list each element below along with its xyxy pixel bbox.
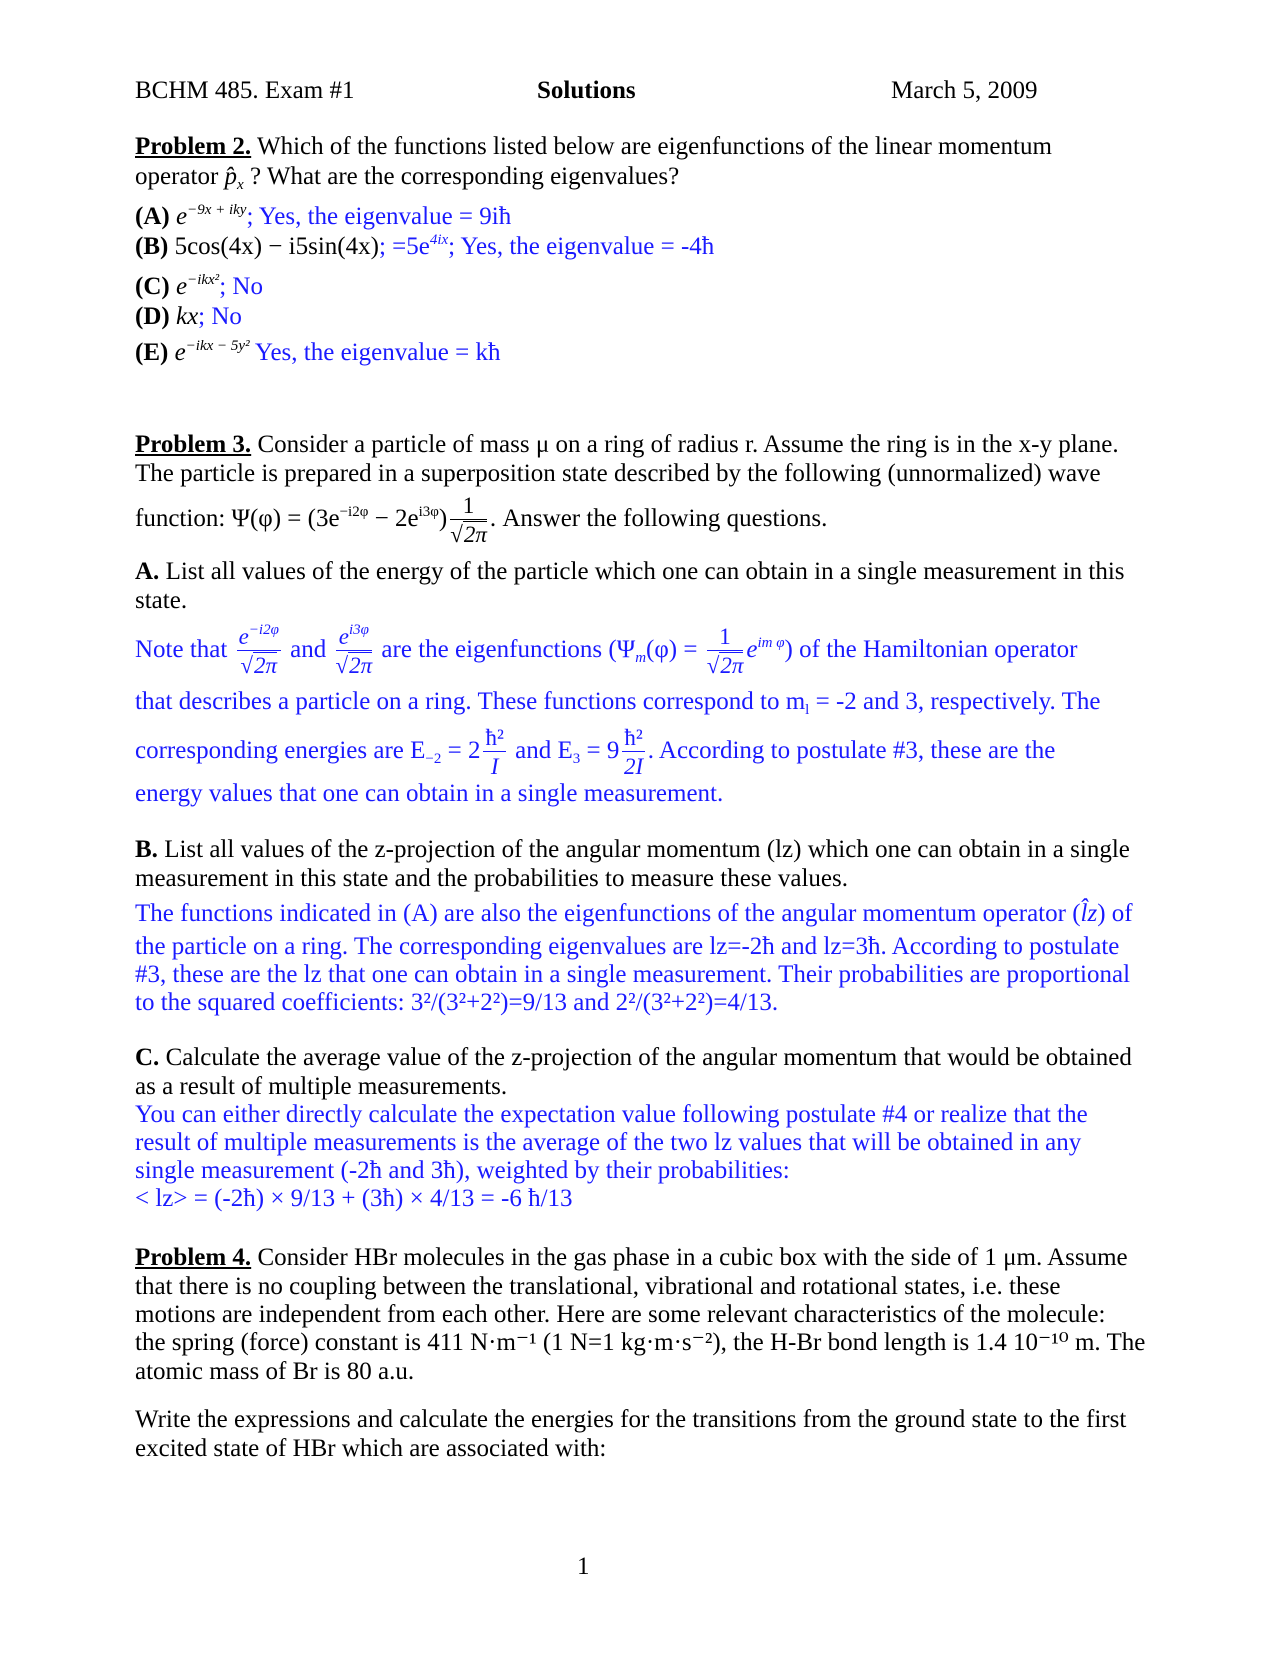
ring-normalization: $\frac{1}{√2\pi}$ <box>706 624 744 679</box>
problem3-label: Problem 3. <box>135 431 252 458</box>
course-header: BCHM 485. Exam #1 <box>135 77 355 104</box>
problem4-line4: the spring (force) constant is 411 N·m⁻¹ (1 N=1 kg·m·s⁻²), the H-Br bond length is 1.4 10⁻¹⁰ m. The <box>135 1329 1146 1356</box>
solutions-title: Solutions <box>537 77 636 104</box>
part-a-solution-line2: that describes a particle on a ring. These functions correspond to $m_l = -2$ and 3, respectively. The <box>135 688 1101 718</box>
part-b-solution-line1: The functions indicated in (A) are also the eigenfunctions of the angular momentum operator (l̂z) of <box>135 900 1133 927</box>
problem3-wavefunction-line: function: $\Psi(\varphi) = (3e^{-i2\varphi} - 2e^{i3\varphi})$ $\frac{1}{√2\pi}$ . Answer the following questions. <box>135 493 828 548</box>
problem2-item-e: (E) $e^{-ikx - 5y^2}$ Yes, the eigenvalue = kħ <box>135 338 501 366</box>
page-number: 1 <box>577 1553 590 1580</box>
wavefunction: $\Psi(\varphi) = (3e^{-i2\varphi} - 2e^{i3\varphi})$ <box>231 504 448 532</box>
part-c-question-line1: C. Calculate the average value of the z-projection of the angular momentum that would be obtained <box>135 1044 1132 1071</box>
problem4-line5: atomic mass of Br is 80 a.u. <box>135 1358 415 1385</box>
part-a-question-line1: A. List all values of the energy of the particle which one can obtain in a single measurement in this <box>135 558 1125 585</box>
part-a-question-line2: state. <box>135 587 188 614</box>
eigenfunction-2: $\frac{e^{i3\varphi}}{√2\pi}$ <box>335 622 373 679</box>
problem2-item-c: (C) $e^{-ikx^2}$; No <box>135 272 263 300</box>
problem2-label: Problem 2. <box>135 133 252 160</box>
exam-date: March 5, 2009 <box>891 77 1038 104</box>
part-a-solution-line1: Note that $\frac{e^{-i2\varphi}}{√2\pi}$ and $\frac{e^{i3\varphi}}{√2\pi}$ are the eigenfunctions ($\Psi_m(\varphi)$ = $\frac{1}{√2\pi}$ $e^{im \varphi}$) of the Hamiltonian operator <box>135 622 1078 679</box>
problem4-line2: that there is no coupling between the translational, vibrational and rotational states, i.e. these <box>135 1273 1061 1300</box>
problem2-question-line1: Problem 2. Which of the functions listed below are eigenfunctions of the linear momentum <box>135 133 1052 160</box>
normalization-fraction: $\frac{1}{√2\pi}$ <box>450 493 487 548</box>
problem4-line7: excited state of HBr which are associated with: <box>135 1435 607 1462</box>
part-c-solution-line1: You can either directly calculate the expectation value following postulate #4 or realize that the <box>135 1101 1088 1128</box>
part-a-solution-line4: energy values that one can obtain in a single measurement. <box>135 780 724 807</box>
problem3-line1: Problem 3. Consider a particle of mass μ on a ring of radius r. Assume the ring is in the x-y plane. <box>135 431 1119 458</box>
problem2-item-d: (D) kx; No <box>135 303 242 330</box>
momentum-operator: $p̂_x$ <box>224 163 244 193</box>
part-c-question-line2: as a result of multiple measurements. <box>135 1073 508 1100</box>
problem4-label: Problem 4. <box>135 1244 252 1271</box>
part-c-solution-line3: single measurement (-2ħ and 3ħ), weighted by their probabilities: <box>135 1157 790 1184</box>
problem4-line3: motions are independent from each other. Here are some relevant characteristics of the molecule: <box>135 1301 1106 1328</box>
angular-momentum-operator: l̂z <box>1080 900 1098 927</box>
problem4-line1: Problem 4. Consider HBr molecules in the gas phase in a cubic box with the side of 1 μm. Assume <box>135 1244 1128 1271</box>
part-b-solution-line3: #3, these are the lz that one can obtain in a single measurement. Their probabilities are proportional <box>135 961 1131 988</box>
part-a-solution-line3: corresponding energies are $E_{-2} = 2$ $\frac{\text{ħ²}}{I}$ and $E_3 = 9$ $\frac{\text{ħ²}}{2I}$ . According to postulate #3, these are the <box>135 725 1056 780</box>
part-c-solution-line2: result of multiple measurements is the average of the two lz values that will be obtained in any <box>135 1129 1082 1156</box>
problem3-line2: The particle is prepared in a superposition state described by the following (unnormalized) wave <box>135 460 1101 487</box>
problem4-line6: Write the expressions and calculate the energies for the transitions from the ground state to the first <box>135 1406 1127 1433</box>
energy-fraction-2: $\frac{\text{ħ²}}{2I}$ <box>623 725 644 780</box>
problem2-item-b: (B) 5cos(4x) − i5sin(4x); $=5e^{4ix}$; Yes, the eigenvalue = -4ħ <box>135 232 715 260</box>
problem2-question-line2: operator $p̂_x$ ? What are the corresponding eigenvalues? <box>135 163 680 193</box>
part-b-question-line1: B. List all values of the z-projection of the angular momentum (lz) which one can obtain in a single <box>135 836 1130 863</box>
part-b-solution-line4: to the squared coefficients: 3²/(3²+2²)=9/13 and 2²/(3²+2²)=4/13. <box>135 989 779 1016</box>
part-b-question-line2: measurement in this state and the probabilities to measure these values. <box>135 865 848 892</box>
part-c-solution-line4: < lz> = (-2ħ) × 9/13 + (3ħ) × 4/13 = -6 ħ/13 <box>135 1185 573 1212</box>
problem2-item-a: (A) $e^{-9x + iky}$; Yes, the eigenvalue = 9iħ <box>135 202 512 230</box>
energy-fraction-1: $\frac{\text{ħ²}}{I}$ <box>485 725 504 780</box>
part-b-solution-line2: the particle on a ring. The corresponding eigenvalues are lz=-2ħ and lz=3ħ. According to postulate <box>135 933 1120 960</box>
eigenfunction-1: $\frac{e^{-i2\varphi}}{√2\pi}$ <box>238 622 279 679</box>
